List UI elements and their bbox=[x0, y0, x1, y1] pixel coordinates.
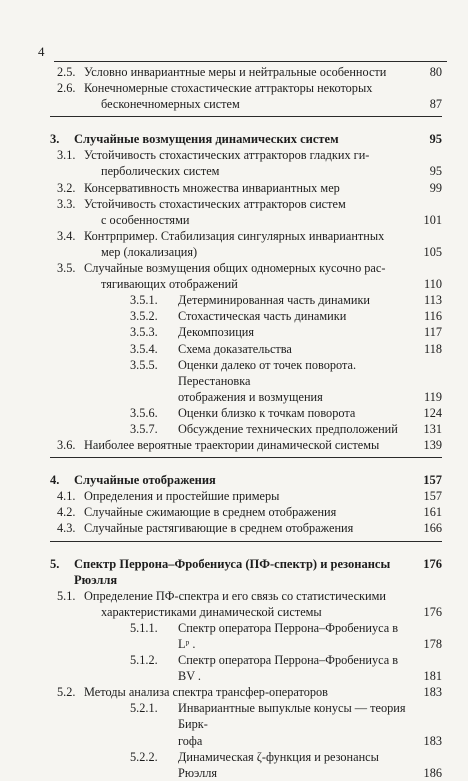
toc-title-line: Наиболее вероятные траектории динамической системы bbox=[84, 438, 380, 453]
toc-page: 95 bbox=[429, 132, 442, 147]
toc-number: 5.2.2. bbox=[130, 749, 158, 764]
toc-subsection bbox=[50, 620, 442, 652]
toc-title-line: Оценки далеко от точек поворота. Перестановка bbox=[178, 357, 357, 388]
toc-page: 161 bbox=[423, 505, 442, 520]
toc-title bbox=[84, 228, 412, 260]
toc-subsection bbox=[50, 700, 442, 748]
toc-title bbox=[74, 131, 412, 147]
toc-title-line: Случайные сжимающие в среднем отображения bbox=[84, 505, 337, 520]
toc-title bbox=[84, 180, 412, 196]
toc-subsection bbox=[50, 292, 442, 308]
toc-page: 87 bbox=[429, 97, 442, 112]
section-divider bbox=[50, 541, 442, 542]
toc-number: 3.5.3. bbox=[130, 325, 158, 340]
toc-title-line: Случайные отображения bbox=[74, 473, 216, 488]
toc-title bbox=[178, 308, 412, 324]
toc-title-line: Определение ПФ-спектра и его связь со статистическими bbox=[84, 588, 386, 603]
toc-title-line: Случайные возмущения общих одномерных кусочно рас- bbox=[84, 261, 386, 276]
toc-number: 3.5.5. bbox=[130, 357, 158, 372]
toc-title bbox=[178, 620, 412, 652]
toc-number: 3.6. bbox=[57, 438, 76, 453]
toc-page: 157 bbox=[423, 473, 442, 488]
toc-title bbox=[178, 341, 412, 357]
toc-title bbox=[178, 421, 412, 437]
toc-number: 3.5.2. bbox=[130, 309, 158, 324]
toc-title bbox=[84, 520, 412, 536]
toc-page: 183 bbox=[423, 733, 442, 748]
toc-number: 5.2.1. bbox=[130, 701, 158, 716]
toc-section bbox=[50, 588, 442, 620]
toc-number: 4.3. bbox=[57, 521, 76, 536]
toc-title-line: характеристиками динамической системы bbox=[101, 604, 322, 619]
toc-page: 113 bbox=[424, 293, 442, 308]
toc-number: 5. bbox=[50, 556, 60, 571]
toc-number: 3. bbox=[50, 132, 60, 147]
toc-section bbox=[50, 488, 442, 504]
toc-number: 3.5.4. bbox=[130, 341, 158, 356]
toc-title-line: Консервативность множества инвариантных мер bbox=[84, 180, 340, 195]
toc-title bbox=[178, 405, 412, 421]
toc-title-line: Случайные растягивающие в среднем отображения bbox=[84, 521, 354, 536]
toc-page: 186 bbox=[423, 765, 442, 780]
toc-title-line: Схема доказательства bbox=[178, 341, 292, 356]
toc-subsection bbox=[50, 341, 442, 357]
toc-number: 5.1.1. bbox=[130, 620, 158, 635]
toc-title-line: Инвариантные выпуклые конусы — теория Бирк- bbox=[178, 701, 406, 732]
toc-title bbox=[178, 292, 412, 308]
toc-title-line: Стохастическая часть динамики bbox=[178, 309, 347, 324]
toc-number: 2.6. bbox=[57, 81, 76, 96]
toc-title-line: Условно инвариантные меры и нейтральные особенности bbox=[84, 65, 387, 79]
toc-page: 176 bbox=[423, 556, 442, 571]
toc-title bbox=[84, 196, 412, 228]
toc-page: 116 bbox=[424, 309, 442, 324]
toc-page: 99 bbox=[429, 180, 442, 195]
toc-title-line: перболических систем bbox=[101, 164, 220, 179]
toc-number: 2.5. bbox=[57, 65, 76, 79]
toc-chapter bbox=[50, 472, 442, 488]
toc-subsection bbox=[50, 324, 442, 340]
toc-title-line: тягивающих отображений bbox=[101, 277, 238, 292]
toc-title-line: Конечномерные стохастические аттракторы некоторых bbox=[84, 81, 373, 96]
toc-title bbox=[84, 504, 412, 520]
toc-title bbox=[84, 488, 412, 504]
toc-number: 4. bbox=[50, 473, 60, 488]
toc-section bbox=[50, 504, 442, 520]
toc-number: 3.5.6. bbox=[130, 405, 158, 420]
table-of-contents bbox=[50, 64, 442, 781]
toc-page: 80 bbox=[429, 65, 442, 79]
toc-title-line: Устойчивость стохастических аттракторов систем bbox=[84, 196, 346, 211]
toc-title-line: Динамическая ζ-функция и резонансы Рюэлля bbox=[178, 749, 379, 780]
toc-page: 105 bbox=[423, 244, 442, 259]
toc-number: 5.1.2. bbox=[130, 653, 158, 668]
toc-chapter bbox=[50, 131, 442, 147]
toc-section bbox=[50, 64, 442, 80]
toc-subsection bbox=[50, 405, 442, 421]
toc-title bbox=[84, 64, 412, 80]
toc-page: 118 bbox=[424, 341, 442, 356]
toc-title-line: Методы анализа спектра трансфер-операторов bbox=[84, 685, 328, 700]
toc-title bbox=[178, 700, 412, 748]
toc-title-line: Детерминированная часть динамики bbox=[178, 293, 371, 308]
toc-page: 183 bbox=[423, 685, 442, 700]
toc-page: 176 bbox=[423, 604, 442, 619]
toc-number: 3.3. bbox=[57, 196, 76, 211]
toc-number: 5.1. bbox=[57, 588, 76, 603]
toc-title bbox=[178, 749, 412, 781]
toc-title bbox=[178, 652, 412, 684]
toc-title-line: Устойчивость стохастических аттракторов гладких ги- bbox=[84, 148, 370, 163]
toc-number: 4.2. bbox=[57, 505, 76, 520]
toc-title bbox=[84, 437, 412, 453]
toc-page: 110 bbox=[424, 277, 442, 292]
toc-title-line: бесконечномерных систем bbox=[101, 97, 240, 112]
toc-page: 139 bbox=[423, 438, 442, 453]
toc-title-line: с особенностями bbox=[101, 212, 190, 227]
toc-page: 117 bbox=[424, 325, 442, 340]
toc-number: 3.5.1. bbox=[130, 293, 158, 308]
toc-subsection bbox=[50, 749, 442, 781]
toc-title bbox=[178, 324, 412, 340]
toc-title-line: Спектр оператора Перрона–Фробениуса в Lᵖ . bbox=[178, 620, 399, 651]
toc-title-line: Спектр оператора Перрона–Фробениуса в BV . bbox=[178, 653, 399, 684]
toc-page: 124 bbox=[423, 405, 442, 420]
toc-number: 3.1. bbox=[57, 148, 76, 163]
toc-subsection bbox=[50, 652, 442, 684]
toc-subsection bbox=[50, 421, 442, 437]
toc-title-line: Спектр Перрона–Фробениуса (ПФ-спектр) и резонансы bbox=[74, 556, 391, 571]
toc-title bbox=[84, 684, 412, 700]
toc-page: 119 bbox=[424, 389, 442, 404]
toc-page: 178 bbox=[423, 637, 442, 651]
toc-number: 3.2. bbox=[57, 180, 76, 195]
header-rule bbox=[54, 61, 447, 62]
toc-page: 131 bbox=[423, 421, 442, 436]
toc-chapter bbox=[50, 556, 442, 588]
toc-title-line: Случайные возмущения динамических систем bbox=[74, 132, 339, 147]
toc-number: 4.1. bbox=[57, 489, 76, 504]
toc-section bbox=[50, 520, 442, 536]
toc-section bbox=[50, 684, 442, 700]
toc-section bbox=[50, 80, 442, 112]
toc-subsection bbox=[50, 357, 442, 405]
section-divider bbox=[50, 457, 442, 458]
toc-subsection bbox=[50, 308, 442, 324]
toc-number: 5.2. bbox=[57, 685, 76, 700]
toc-title-line: мер (локализация) bbox=[101, 244, 198, 259]
toc-page: 95 bbox=[429, 164, 442, 179]
toc-page: 101 bbox=[423, 212, 442, 227]
page-number: 4 bbox=[38, 44, 45, 59]
toc-number: 3.5.7. bbox=[130, 421, 158, 436]
toc-title bbox=[74, 472, 412, 488]
toc-section bbox=[50, 147, 442, 179]
toc-section bbox=[50, 196, 442, 228]
toc-title-line: Декомпозиция bbox=[178, 325, 255, 340]
toc-section bbox=[50, 228, 442, 260]
toc-page: 166 bbox=[423, 521, 442, 536]
toc-title bbox=[178, 357, 412, 405]
toc-title-line: Рюэлля bbox=[74, 572, 118, 587]
toc-title bbox=[84, 80, 412, 112]
toc-title bbox=[84, 147, 412, 179]
toc-section bbox=[50, 437, 442, 453]
toc-title-line: отображения и возмущения bbox=[178, 389, 323, 404]
toc-title-line: гофа bbox=[178, 733, 203, 748]
toc-number: 3.5. bbox=[57, 261, 76, 276]
toc-section bbox=[50, 260, 442, 292]
toc-title bbox=[74, 556, 412, 588]
toc-title bbox=[84, 588, 412, 620]
toc-title-line: Оценки близко к точкам поворота bbox=[178, 405, 356, 420]
section-divider bbox=[50, 116, 442, 117]
toc-page: 181 bbox=[423, 669, 442, 684]
toc-page: 157 bbox=[423, 489, 442, 504]
toc-section bbox=[50, 180, 442, 196]
toc-title bbox=[84, 260, 412, 292]
toc-title-line: Обсуждение технических предположений bbox=[178, 421, 398, 436]
toc-title-line: Контрпример. Стабилизация сингулярных инвариантных bbox=[84, 228, 385, 243]
toc-title-line: Определения и простейшие примеры bbox=[84, 489, 280, 504]
toc-number: 3.4. bbox=[57, 228, 76, 243]
